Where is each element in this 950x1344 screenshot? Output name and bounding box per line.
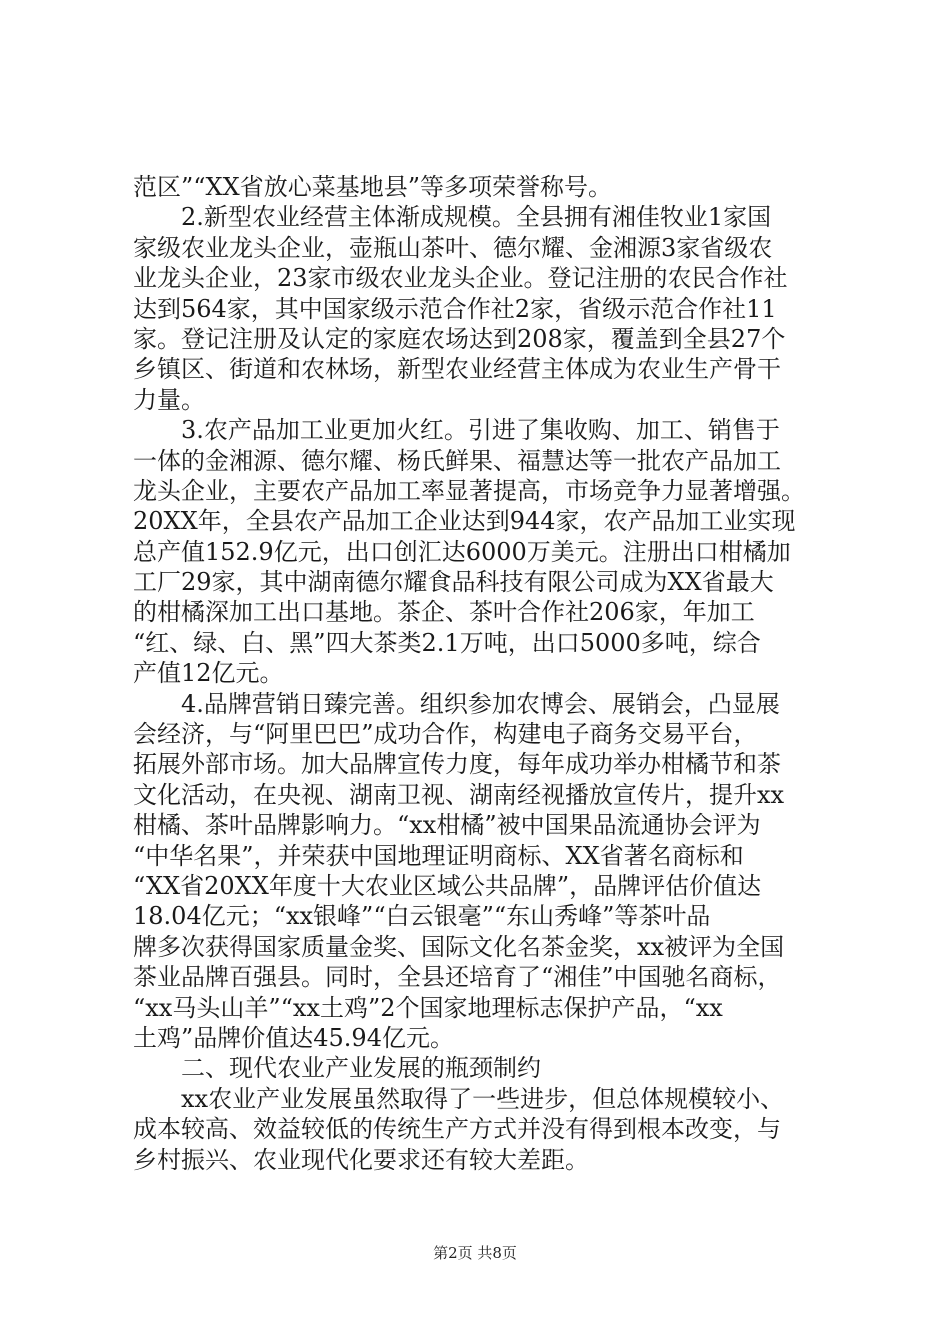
text-line: “xx马头山羊”“xx土鸡”2个国家地理标志保护产品，“xx bbox=[133, 993, 723, 1022]
text-line: 家。登记注册及认定的家庭农场达到208家，覆盖到全县27个 bbox=[133, 324, 786, 353]
text-line: 文化活动，在央视、湖南卫视、湖南经视播放宣传片，提升xx bbox=[133, 780, 785, 809]
paragraph-heading-line: 4.品牌营销日臻完善。组织参加农博会、展销会，凸显展 bbox=[181, 689, 780, 718]
text-line: 拓展外部市场。加大品牌宣传力度，每年成功举办柑橘节和茶 bbox=[133, 750, 781, 779]
text-line: 茶业品牌百强县。同时，全县还培育了“湘佳”中国驰名商标， bbox=[133, 963, 782, 992]
text-line: 柑橘、茶叶品牌影响力。“xx柑橘”被中国果品流通协会评为 bbox=[133, 811, 761, 840]
page-number-footer: 第2页 共8页 bbox=[433, 1244, 517, 1262]
text-line: 乡镇区、街道和农林场，新型农业经营主体成为农业生产骨干 bbox=[133, 355, 781, 384]
text-line: 范区”“XX省放心菜基地县”等多项荣誉称号。 bbox=[133, 173, 612, 201]
text-line: 成本较高、效益较低的传统生产方式并没有得到根本改变，与 bbox=[133, 1115, 781, 1144]
text-line: 总产值152.9亿元，出口创汇达6000万美元。注册出口柑橘加 bbox=[133, 537, 791, 566]
text-line: 产值12亿元。 bbox=[133, 659, 284, 688]
text-line: 乡村振兴、农业现代化要求还有较大差距。 bbox=[133, 1145, 589, 1174]
document-body bbox=[133, 172, 833, 1175]
section-heading: 二、现代农业产业发展的瓶颈制约 bbox=[181, 1054, 541, 1083]
paragraph-heading-line: 2.新型农业经营主体渐成规模。全县拥有湘佳牧业1家国 bbox=[181, 203, 772, 232]
text-line: “中华名果”，并荣获中国地理证明商标、XX省著名商标和 bbox=[133, 841, 744, 870]
text-line: 一体的金湘源、德尔耀、杨氏鲜果、福慧达等一批农产品加工 bbox=[133, 446, 781, 475]
paragraph-heading-line: 3.农产品加工业更加火红。引进了集收购、加工、销售于 bbox=[181, 416, 780, 445]
text-line: 业龙头企业，23家市级农业龙头企业。登记注册的农民合作社 bbox=[133, 264, 788, 293]
text-line: 20XX年，全县农产品加工企业达到944家，农产品加工业实现 bbox=[133, 507, 796, 536]
paragraph-heading-line: xx农业产业发展虽然取得了一些进步，但总体规模较小、 bbox=[181, 1084, 785, 1113]
text-line: 力量。 bbox=[133, 385, 205, 414]
text-line: 牌多次获得国家质量金奖、国际文化名茶金奖，xx被评为全国 bbox=[133, 932, 785, 961]
text-line: 龙头企业，主要农产品加工率显著提高，市场竞争力显著增强。 bbox=[133, 476, 805, 505]
text-line: 工厂29家，其中湖南德尔耀食品科技有限公司成为XX省最大 bbox=[133, 568, 774, 597]
text-line: 土鸡”品牌价值达45.94亿元。 bbox=[133, 1023, 454, 1052]
text-line: 的柑橘深加工出口基地。茶企、茶叶合作社206家，年加工 bbox=[133, 598, 755, 627]
text-line: “红、绿、白、黑”四大茶类2.1万吨，出口5000多吨，综合 bbox=[133, 628, 761, 657]
text-line: 会经济，与“阿里巴巴”成功合作，构建电子商务交易平台， bbox=[133, 720, 758, 749]
text-line: 家级农业龙头企业，壶瓶山茶叶、德尔耀、金湘源3家省级农 bbox=[133, 233, 773, 262]
text-line: 达到564家，其中国家级示范合作社2家，省级示范合作社11 bbox=[133, 294, 777, 323]
text-line: 18.04亿元；“xx银峰”“白云银毫”“东山秀峰”等茶叶品 bbox=[133, 902, 711, 931]
text-line: “XX省20XX年度十大农业区域公共品牌”，品牌评估价值达 bbox=[133, 871, 762, 900]
